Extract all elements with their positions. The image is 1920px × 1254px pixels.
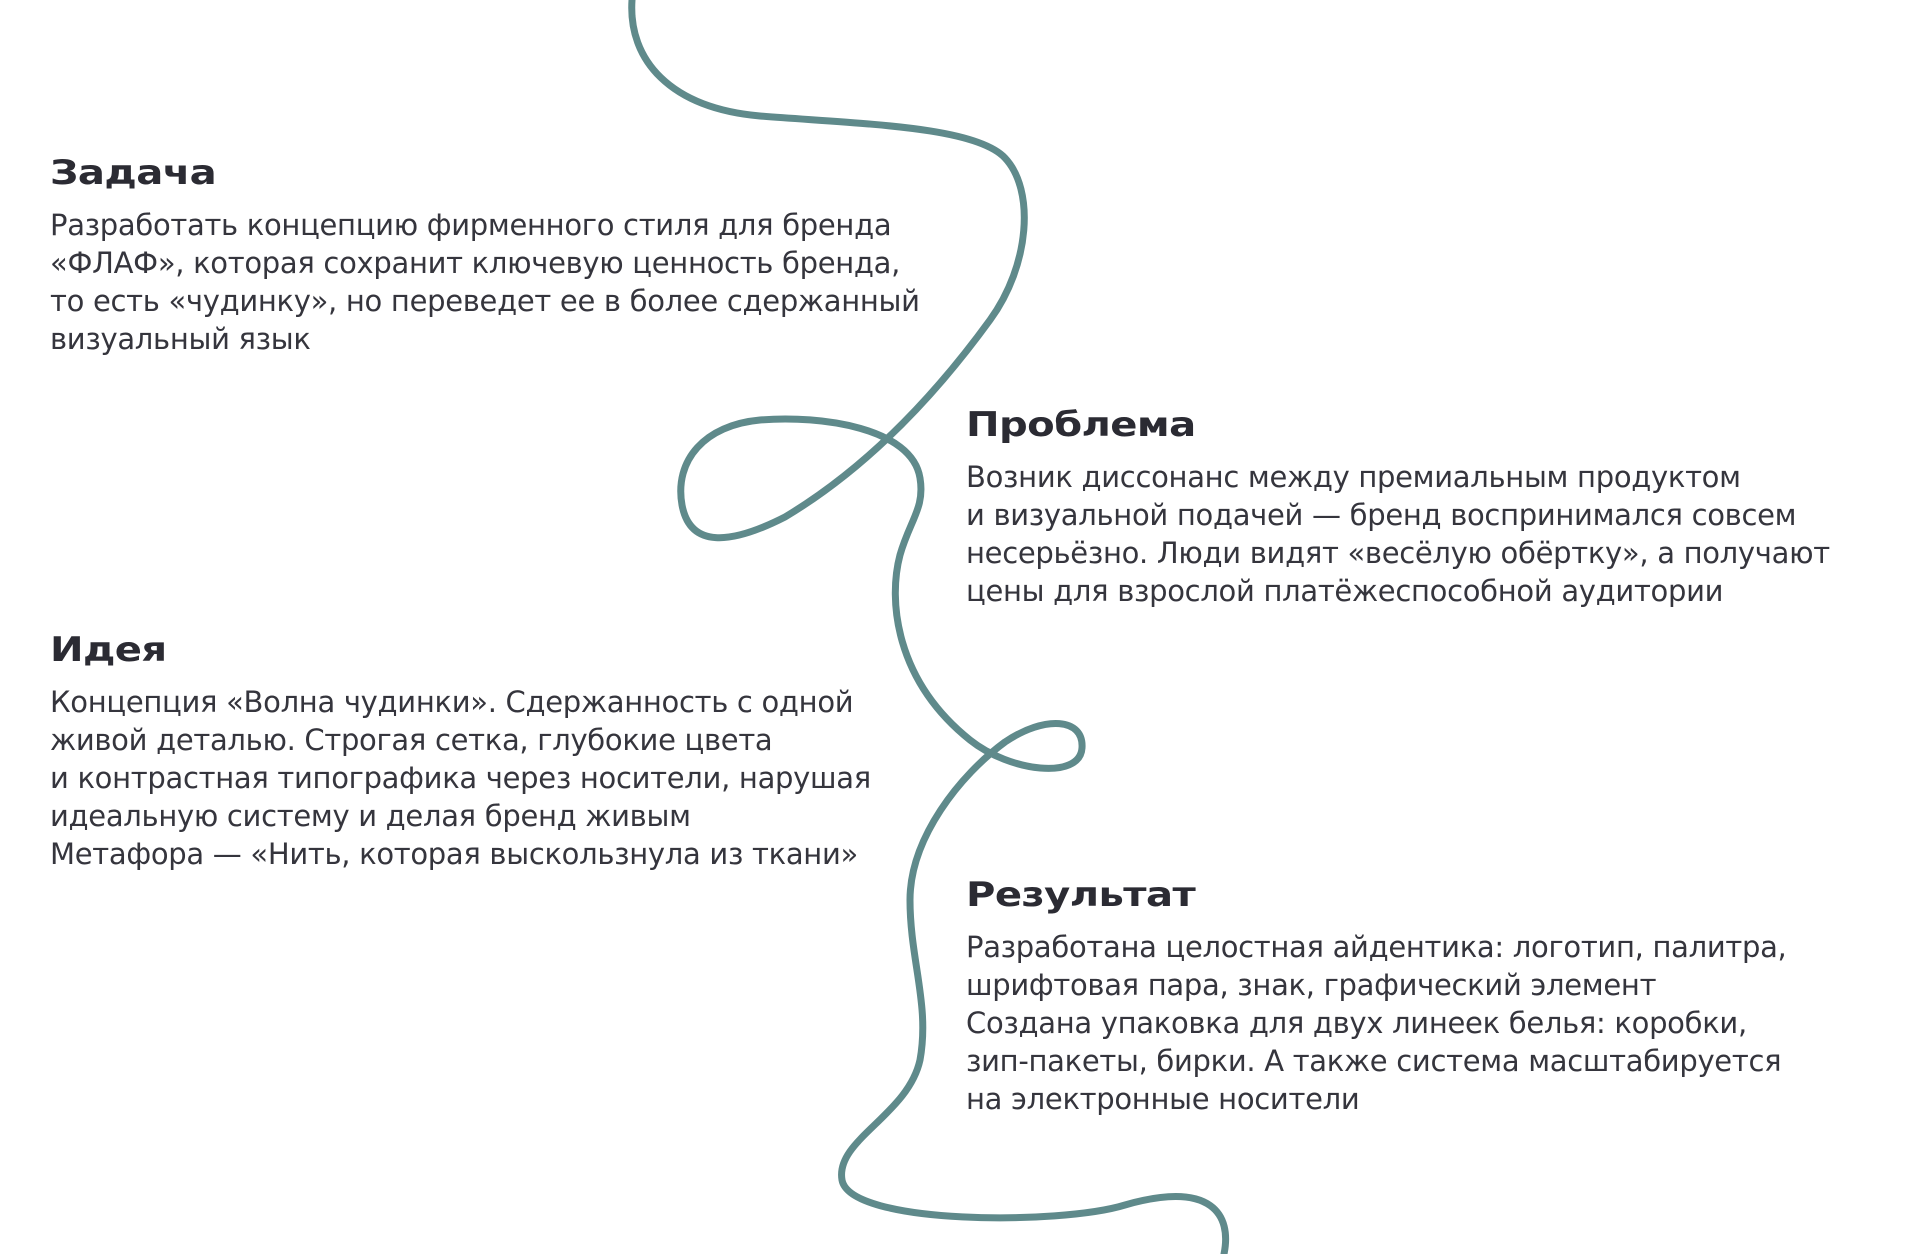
idea-text: Концепция «Волна чудинки». Сдержанность с одной живой деталью. Строгая сетка, глубокие цвета и контрастная типографика через носители, нарушая идеальную систему и делая бренд живым Метафора — «Нить, которая выскользнула из ткани»: [50, 685, 871, 871]
task-section: [50, 154, 970, 358]
task-heading: Задача: [50, 153, 217, 193]
task-text: Разработать концепцию фирменного стиля для бренда «ФЛАФ», которая сохранит ключевую ценность бренда, то есть «чудинку», но переведет ее в более сдержанный визуальный язык: [50, 208, 920, 356]
result-heading: Результат: [966, 875, 1196, 915]
problem-heading: Проблема: [966, 405, 1196, 445]
problem-section: [966, 406, 1896, 610]
problem-text: Возник диссонанс между премиальным продуктом и визуальной подачей — бренд воспринимался совсем несерьёзно. Люди видят «весёлую обёртку», а получают цены для взрослой платёжеспособной аудитории: [966, 460, 1830, 608]
idea-section: [50, 631, 950, 873]
idea-heading: Идея: [50, 630, 167, 670]
result-text: Разработана целостная айдентика: логотип, палитра, шрифтовая пара, знак, графический элемент Создана упаковка для двух линеек белья: коробки, зип-пакеты, бирки. А также система масштабируется на электронные носители: [966, 930, 1787, 1116]
result-section: [966, 876, 1886, 1118]
